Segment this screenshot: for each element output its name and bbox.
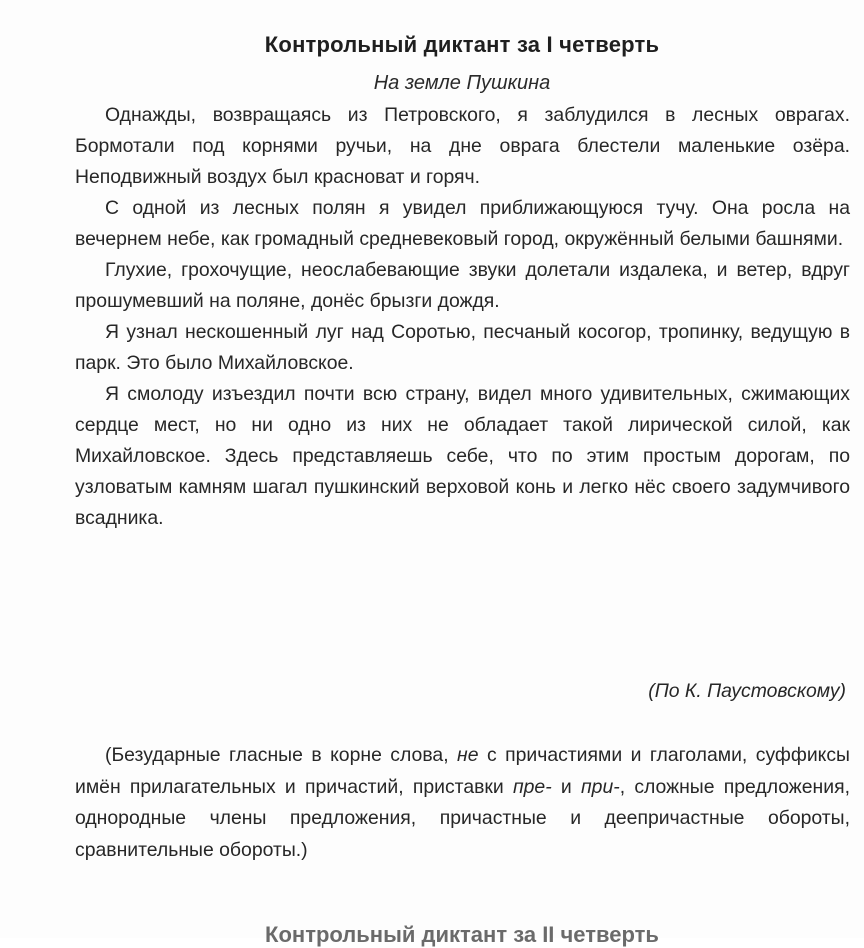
note-text-2: с причастиями и глаголами, суффиксы имён прилагательных и причастий, приставки <box>75 744 850 798</box>
note-text-4: , сложные предложения, однородные члены предложения, причастные и деепричастные обороты, сравнительные обороты.) <box>75 775 850 861</box>
note-text-3: и <box>551 775 581 798</box>
paragraph-2: С одной из лесных полян я увидел приближающуюся тучу. Она росла на вечернем небе, как громадный средневековый город, окружённый белыми башнями. <box>75 197 850 250</box>
paragraph-5: Я смолоду изъездил почти всю страну, видел много удивительных, сжимающих сердце мест, но ни одно из них не обладает такой лирической силой, как Михайловское. Здесь представляешь себе, что по этим простым дорогам, по узловатым камням шагал пушкинский верховой конь и легко нёс своего задумчивого всадника. <box>75 383 850 529</box>
note-italic-pri: при- <box>580 775 620 798</box>
paragraph-3: Глухие, грохочущие, неослабевающие звуки долетали издалека, и ветер, вдруг прошумевший на поляне, донёс брызги дождя. <box>75 259 850 312</box>
author-attribution: (По К. Паустовскому) <box>648 680 846 702</box>
grammar-topics-paragraph <box>75 740 850 866</box>
dictation-text <box>75 100 850 534</box>
note-text-1: (Безударные гласные в корне слова, <box>105 744 458 766</box>
paragraph-1: Однажды, возвращаясь из Петровского, я заблудился в лесных оврагах. Бормотали под корнями ручьи, на дне оврага блестели маленькие озёра. Неподвижный воздух был красноват и горяч. <box>75 104 850 188</box>
note-italic-ne: не <box>457 744 479 766</box>
next-dictation-title: Контрольный диктант за II четверть <box>265 922 659 947</box>
note-italic-pre: пре- <box>512 775 552 798</box>
text-title: На земле Пушкина <box>373 72 551 94</box>
dictation-title: Контрольный диктант за I четверть <box>264 32 660 57</box>
grammar-topics-note <box>75 740 850 866</box>
paragraph-4: Я узнал нескошенный луг над Соротью, песчаный косогор, тропинку, ведущую в парк. Это было Михайловское. <box>75 321 850 374</box>
